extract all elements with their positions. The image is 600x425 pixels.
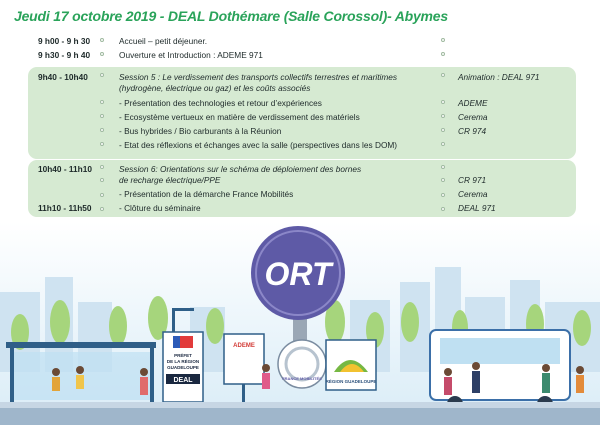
row-speaker: Cerema <box>458 112 488 122</box>
svg-text:PRÉFET: PRÉFET <box>174 353 192 358</box>
row-label: Ouverture et Introduction : ADEME 971 <box>119 50 263 60</box>
row-label: - Clôture du séminaire <box>119 203 201 213</box>
row-time: 9 h00 - 9 h 30 <box>38 36 91 46</box>
svg-text:RÉGION GUADELOUPE: RÉGION GUADELOUPE <box>325 379 377 384</box>
row-label: Session 5 : Le verdissement des transports collectifs terrestres et maritimes <box>119 72 398 82</box>
road <box>0 407 600 425</box>
row-label: - Présentation des technologies et retour d’expériences <box>119 98 322 108</box>
svg-text:GUADELOUPE: GUADELOUPE <box>167 365 199 370</box>
row-time: 11h10 - 11h50 <box>38 203 92 213</box>
ort-logo-text: ORT <box>264 256 332 292</box>
row-label: - Ecosystème vertueux en matière de verdissement des matériels <box>119 112 360 122</box>
row-speaker: CR 974 <box>458 126 487 136</box>
france-mobilites-logo <box>278 340 326 388</box>
transport-illustration <box>0 222 600 425</box>
svg-text:DEAL: DEAL <box>173 377 193 384</box>
row-time: 9 h30 - 9 h 40 <box>38 50 91 60</box>
svg-text:ADEME: ADEME <box>233 343 255 349</box>
row-label: Session 6: Orientations sur le schéma de déploiement des bornes <box>119 164 362 174</box>
row-time: 10h40 - 11h10 <box>38 164 92 174</box>
row-speaker: Animation : DEAL 971 <box>458 72 540 82</box>
row-speaker: Cerema <box>458 189 488 199</box>
city-scene <box>0 222 600 425</box>
svg-text:FRANCE MOBILITÉS: FRANCE MOBILITÉS <box>282 376 322 381</box>
svg-text:DE LA RÉGION: DE LA RÉGION <box>166 359 200 364</box>
sidewalk <box>0 402 600 408</box>
row-label: (hydrogène, électrique ou gaz) et les coûts associés <box>119 83 311 93</box>
row-speaker: CR 971 <box>458 175 487 185</box>
row-speaker: DEAL 971 <box>458 203 496 213</box>
page-title: Jeudi 17 octobre 2019 - DEAL Dothémare (Salle Corossol)- Abymes <box>14 8 448 24</box>
row-label: - Bus hybrides / Bio carburants à la Réunion <box>119 126 282 136</box>
prefet-sign <box>163 332 203 402</box>
row-time: 9h40 - 10h40 <box>38 72 88 82</box>
row-label: - Etat des réflexions et échanges avec la salle (perspectives dans les DOM) <box>119 140 398 150</box>
row-label: Accueil – petit déjeuner. <box>119 36 208 46</box>
row-label: - Présentation de la démarche France Mobilités <box>119 189 294 199</box>
row-speaker: ADEME <box>458 98 488 108</box>
row-label: de recharge électrique/PPE <box>119 175 221 185</box>
region-guadeloupe-sign <box>326 340 377 390</box>
